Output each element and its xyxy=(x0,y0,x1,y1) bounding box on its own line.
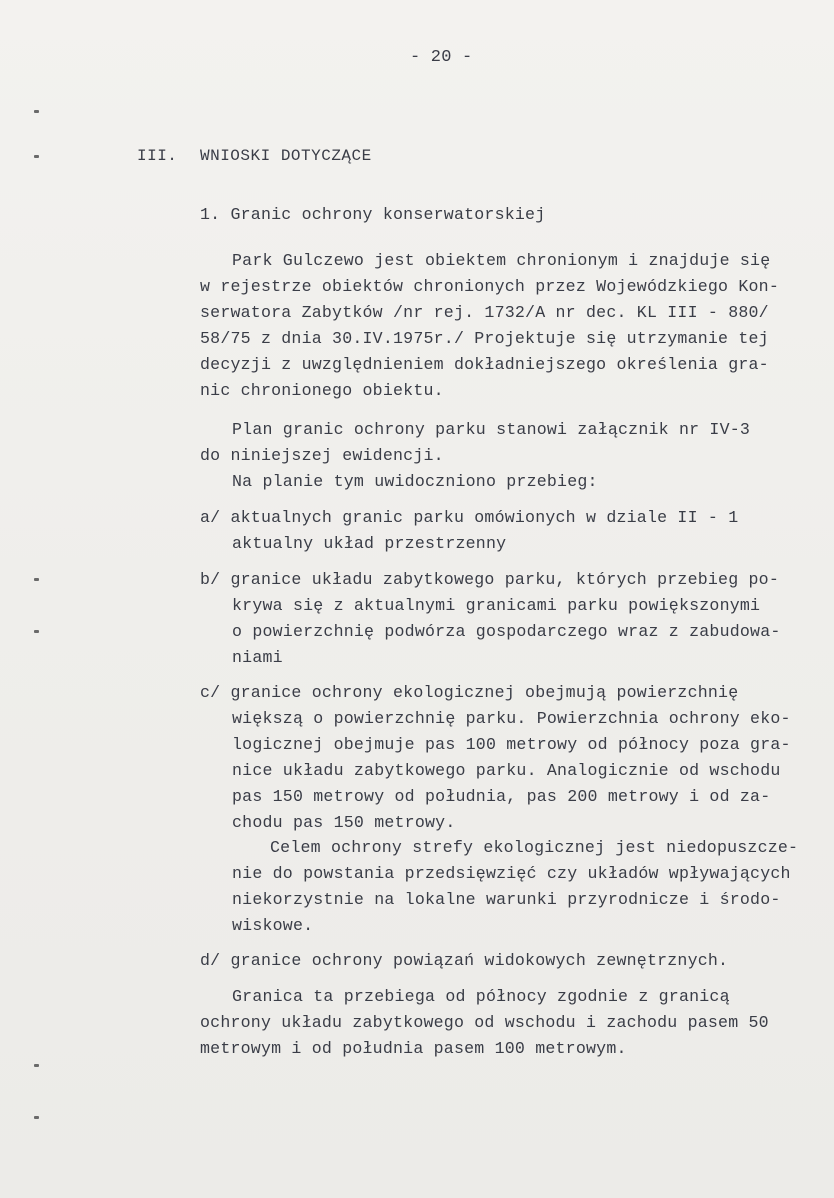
text-line: niami xyxy=(232,648,283,667)
list-item-d: d/ granice ochrony powiązań widokowych zewnętrznych. xyxy=(200,951,729,970)
punch-hole-mark xyxy=(34,155,39,158)
text-line: chodu pas 150 metrowy. xyxy=(232,813,456,832)
text-line: Celem ochrony strefy ekologicznej jest niedopuszcze- xyxy=(270,838,799,857)
text-line: w rejestrze obiektów chronionych przez Wojewódzkiego Kon- xyxy=(200,277,779,296)
punch-hole-mark xyxy=(34,1064,39,1067)
text-line: ochrony układu zabytkowego od wschodu i zachodu pasem 50 xyxy=(200,1013,769,1032)
text-line: Na planie tym uwidoczniono przebieg: xyxy=(232,472,598,491)
text-line: niekorzystnie na lokalne warunki przyrodnicze i środo- xyxy=(232,890,781,909)
text-line: decyzji z uwzględnieniem dokładniejszego określenia gra- xyxy=(200,355,769,374)
text-line: metrowym i od południa pasem 100 metrowym. xyxy=(200,1039,627,1058)
text-line: aktualny układ przestrzenny xyxy=(232,534,507,553)
text-line: nice układu zabytkowego parku. Analogicznie od wschodu xyxy=(232,761,781,780)
text-line: Granica ta przebiega od północy zgodnie z granicą xyxy=(232,987,730,1006)
punch-hole-mark xyxy=(34,110,39,113)
text-line: większą o powierzchnię parku. Powierzchnia ochrony eko- xyxy=(232,709,791,728)
subsection-title: 1. Granic ochrony konserwatorskiej xyxy=(200,205,546,224)
text-line: 58/75 z dnia 30.IV.1975r./ Projektuje się utrzymanie tej xyxy=(200,329,769,348)
list-item-a: a/ aktualnych granic parku omówionych w dziale II - 1 xyxy=(200,508,739,527)
text-line: do niniejszej ewidencji. xyxy=(200,446,444,465)
text-line: nic chronionego obiektu. xyxy=(200,381,444,400)
text-line: o powierzchnię podwórza gospodarczego wraz z zabudowa- xyxy=(232,622,781,641)
page-number: - 20 - xyxy=(410,48,473,67)
section-numeral: III. xyxy=(137,147,178,165)
text-line: pas 150 metrowy od południa, pas 200 metrowy i od za- xyxy=(232,787,771,806)
punch-hole-mark xyxy=(34,578,39,581)
text-line: logicznej obejmuje pas 100 metrowy od północy poza gra- xyxy=(232,735,791,754)
punch-hole-mark xyxy=(34,630,39,633)
text-line: nie do powstania przedsięwzięć czy układów wpływających xyxy=(232,864,791,883)
section-title: WNIOSKI DOTYCZĄCE xyxy=(200,147,372,165)
text-line: serwatora Zabytków /nr rej. 1732/A nr dec. KL III - 880/ xyxy=(200,303,769,322)
punch-hole-mark xyxy=(34,1116,39,1119)
text-line: Park Gulczewo jest obiektem chronionym i znajduje się xyxy=(232,251,771,270)
text-line: wiskowe. xyxy=(232,916,314,935)
text-line: Plan granic ochrony parku stanowi załącznik nr IV-3 xyxy=(232,420,751,439)
list-item-c: c/ granice ochrony ekologicznej obejmują powierzchnię xyxy=(200,683,739,702)
list-item-b: b/ granice układu zabytkowego parku, których przebieg po- xyxy=(200,570,779,589)
text-line: krywa się z aktualnymi granicami parku powiększonymi xyxy=(232,596,761,615)
